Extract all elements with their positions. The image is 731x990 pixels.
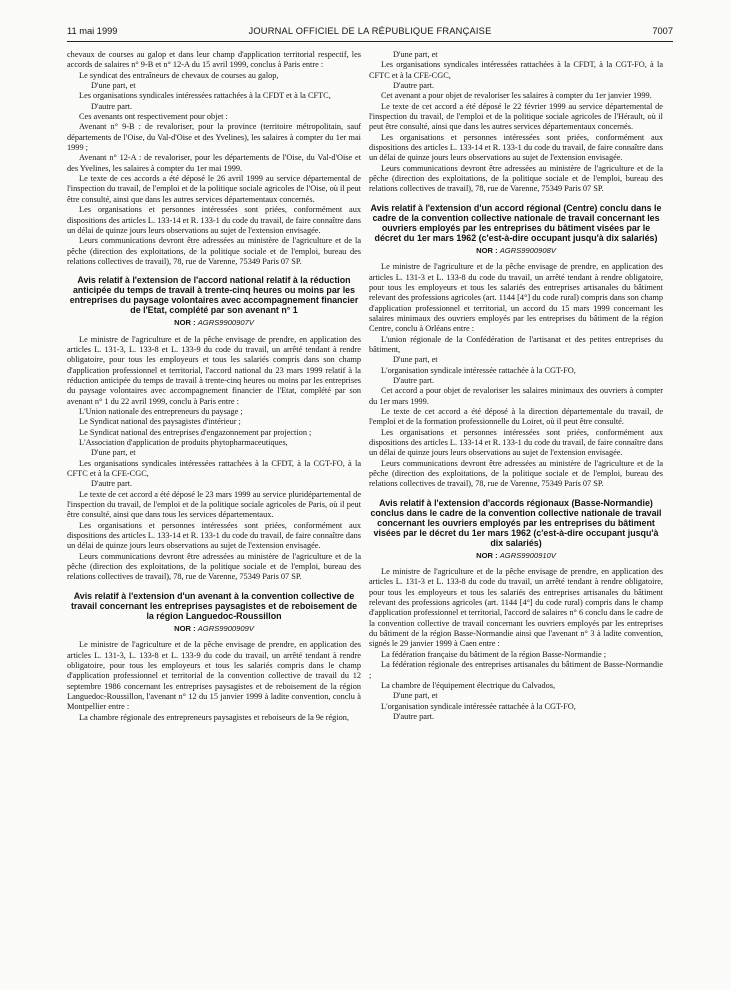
paragraph: Les organisations et personnes intéressées sont priées, conformément aux dispositions des articles L. 133-14 et R. 133-1 du code du travail, de faire connaître dans un délai de quinze jours leurs observations au sujet de l'extension envisagée.	[67, 205, 362, 235]
paragraph: L'Union nationale des entrepreneurs du paysage ;	[79, 406, 243, 416]
paragraph: La chambre régionale des entrepreneurs paysagistes et reboiseurs de la 9e région,	[79, 712, 349, 722]
header-date: 11 mai 1999	[67, 26, 118, 36]
paragraph: D'autre part.	[393, 375, 435, 385]
right-column	[369, 50, 663, 722]
paragraph: La fédération régionale des entreprises artisanales du bâtiment de Basse-Normandie ;	[369, 660, 663, 680]
notice-title: Avis relatif à l'extension d'un avenant à la convention collective de travail concernant les entreprises paysagistes et de reboisement de la région Languedoc-Roussillon	[70, 590, 358, 621]
paragraph: L'organisation syndicale intéressée rattachée à la CGT-FO,	[381, 701, 576, 711]
paragraph: Le texte de cet accord a été déposé le 22 février 1999 au service départemental de l'inspection du travail, de l'emploi et de la politique sociale agricoles de l'Hérault, où il peut être consulté, ainsi que dans les autres services départementaux concernés.	[369, 101, 663, 132]
page-header	[67, 26, 673, 40]
paragraph: Le texte de ces accords a été déposé le 26 avril 1999 au service départemental de l'inspection du travail, de l'emploi et de la politique sociale agricoles de l'Oise, où il peut être consulté, ainsi que dans les autres services départementaux concernés.	[67, 174, 361, 204]
paragraph: Les organisations et personnes intéressées sont priées, conformément aux dispositions des articles L. 133-14 et R. 133-1 du code du travail, de faire connaître dans un délai de quinze jours leurs observations au sujet de l'extension envisagée.	[369, 132, 664, 163]
nor-code: AGRS9900907V	[197, 318, 254, 328]
paragraph: Les organisations et personnes intéressées sont priées, conformément aux dispositions des articles L. 133-14 et R. 133-1 du code du travail, de faire connaître dans un délai de quinze jours leurs observations au sujet de l'extension envisagée.	[369, 427, 664, 458]
paragraph: Avenant n° 12-A : de revaloriser, pour les départements de l'Oise, du Val-d'Oise et des Yvelines, les salaires à compter du 1er mai 1999.	[67, 153, 361, 173]
nor-code: AGRS9900910V	[499, 550, 556, 560]
paragraph: D'une part, et	[393, 355, 438, 365]
left-column	[67, 50, 361, 723]
paragraph: Le ministre de l'agriculture et de la pêche envisage de prendre, en application des articles L. 131-3 et L. 133-8 du code du travail, un arrêté tendant à rendre obligatoire, pour tous les employeurs et tous les salariés des entreprises artisanales du bâtiment relevant des professions agricoles (art. 1144 [4°] du code rural) compris dans le champ d'application professionnel et territorial, l'accord de salaires n° 6 conclu dans le cadre de la convention collective de travail concernant les ouvriers employés par les entreprises du bâtiment de la région Basse-Normandie ainsi que l'avenant n° 3 à ladite convention, signés le 29 janvier 1999 à Caen entre :	[369, 567, 663, 649]
notice-title: Avis relatif à l'extension d'accords régionaux (Basse-Normandie) conclus dans le cadre de la convention collective nationale de travail concernant les ouvriers employés par les entreprises du bâtiment visées par le décret du 1er mars 1962 (c'est-à-dire occupant jusqu'à dix salariés)	[370, 497, 662, 548]
paragraph: Avenant n° 9-B : de revaloriser, pour la province (territoire métropolitain, sauf départements de l'Oise, du Val-d'Oise et des Yvelines), les salaires à compter du 1er mai 1999 ;	[67, 122, 361, 153]
paragraph: D'une part, et	[393, 691, 438, 701]
header-rule	[67, 41, 673, 42]
paragraph: Cet accord a pour objet de revaloriser les salaires minimaux des ouvriers à compter du 1er mars 1999.	[369, 386, 663, 406]
paragraph: Les organisations syndicales intéressées rattachées à la CFDT, à la CGT-FO, à la CFTC et à la CFE-CGC,	[369, 60, 663, 80]
paragraph: L'Association d'application de produits phytopharmaceutiques,	[79, 438, 288, 447]
nor-label: NOR :	[174, 318, 196, 328]
paragraph: Leurs communications devront être adressées au ministère de l'agriculture et de la pêche (direction des exploitations, de la politique sociale et de l'emploi, bureau des relations collectives de travail), 78, rue de Varenne, 75349 Paris 07 SP.	[67, 236, 361, 266]
paragraph: D'une part, et	[91, 81, 136, 91]
paragraph: Le Syndicat national des entreprises d'engazonnement par projection ;	[79, 427, 312, 437]
paragraph: Le ministre de l'agriculture et de la pêche envisage de prendre, en application des articles L. 131-3, L. 133-8 et L. 133-9 du code du travail, un arrêté tendant à rendre obligatoire, pour tous les employeurs et tous les salariés compris dans son champ d'application professionnel et territorial, l'accord national du 23 mars 1999 relatif à la réduction anticipée du temps de travail à trente-cinq heures ou moins par les entreprises du paysage volontaires avec accompagnement financier de l'Etat, complété par son avenant n° 1 du 22 avril 1999, conclu à Paris entre :	[67, 334, 361, 406]
paragraph: La chambre de l'équipement électrique du Calvados,	[381, 680, 556, 690]
paragraph: chevaux de courses au galop et dans leur champ d'application territorial respectif, les accords de salaires n° 9-B et n° 12-A du 15 avril 1999, conclus à Paris entre :	[67, 50, 361, 70]
paragraph: Les organisations syndicales intéressées rattachées à la CFDT et à la CFTC,	[79, 91, 331, 101]
nor-label: NOR :	[476, 550, 498, 560]
paragraph: Ces avenants ont respectivement pour objet :	[79, 112, 228, 122]
paragraph: Le syndicat des entraîneurs de chevaux de courses au galop,	[79, 70, 279, 80]
nor-reference	[369, 246, 663, 256]
paragraph: Le texte de cet accord a été déposé le 23 mars 1999 au service pluridépartemental de l'inspection du travail, de l'emploi et de la politique sociale agricoles de Paris, où il peut être consulté, ainsi que dans tous les services départementaux.	[67, 489, 361, 520]
paragraph: D'autre part.	[91, 101, 133, 111]
paragraph: Le Syndicat national des paysagistes d'intérieur ;	[79, 417, 241, 427]
header-page-number: 7007	[652, 26, 673, 36]
paragraph: L'organisation syndicale intéressée rattachée à la CGT-FO,	[381, 365, 576, 375]
paragraph: D'une part, et	[91, 448, 136, 458]
paragraph: Les organisations syndicales intéressées rattachées à la CFDT, à la CGT-FO, à la CFTC et à la CFE-CGC,	[67, 458, 361, 479]
nor-label: NOR :	[476, 245, 498, 255]
paragraph: Le texte de cet accord a été déposé à la direction départementale du travail, de l'emploi et de la formation professionnelle du Loiret, où il peut être consulté.	[369, 406, 663, 427]
paragraph: D'autre part.	[91, 479, 133, 489]
paragraph: Le ministre de l'agriculture et de la pêche envisage de prendre, en application des articles L. 131-3 et L. 133-8 du code du travail, un arrêté tendant à rendre obligatoire, pour tous les employeurs et tous les salariés des entreprises artisanales du bâtiment relevant des professions agricoles (art. 1144 [4°] du code rural) compris dans son champ d'application professionnel et territorial, un accord du 15 mars 1999 concernant les salaires minimaux des ouvriers employés par les entreprises du bâtiment de la région Centre, conclu à Orléans entre :	[369, 262, 663, 334]
paragraph: La fédération française du bâtiment de la région Basse-Normandie ;	[381, 649, 607, 659]
nor-code: AGRS9900909V	[197, 623, 254, 633]
notice-title: Avis relatif à l'extension d'un accord régional (Centre) conclu dans le cadre de la convention collective nationale de travail concernant les ouvriers employés par les entreprises du bâtiment visées par le décret du 1er mars 1962 (c'est-à-dire occupant jusqu'à dix salariés)	[370, 202, 662, 243]
paragraph: Cet avenant a pour objet de revaloriser les salaires à compter du 1er janvier 1999.	[381, 91, 652, 101]
paragraph: Leurs communications devront être adressées au ministère de l'agriculture et de la pêche (direction des exploitations, de la politique sociale et de l'emploi, bureau des relations collectives de travail), 78, rue de Varenne, 75349 Paris 07 SP.	[369, 458, 663, 489]
paragraph: Les organisations et personnes intéressées sont priées, conformément aux dispositions des articles L. 133-14 et R. 133-1 du code du travail, de faire connaître dans un délai de quinze jours leurs observations au sujet de l'extension envisagée.	[67, 520, 362, 551]
nor-label: NOR :	[174, 623, 196, 633]
nor-reference	[67, 624, 361, 634]
paragraph: D'une part, et	[393, 50, 438, 59]
paragraph: L'union régionale de la Confédération de l'artisanat et des petites entreprises du bâtiment,	[369, 334, 663, 354]
header-journal-title: JOURNAL OFFICIEL DE LA RÉPUBLIQUE FRANÇAISE	[248, 26, 492, 36]
nor-reference	[369, 551, 663, 561]
paragraph: Leurs communications devront être adressées au ministère de l'agriculture et de la pêche (direction des exploitations, de la politique sociale et de l'emploi, bureau des relations collectives de travail), 78, rue de Varenne, 75349 Paris 07 SP.	[369, 163, 663, 194]
notice-title: Avis relatif à l'extension de l'accord national relatif à la réduction anticipée du temps de travail à trente-cinq heures ou moins par les entreprises du paysage volontaires avec accompagnement financier de l'Etat, complété par son avenant n° 1	[69, 275, 359, 316]
paragraph: D'autre part.	[393, 81, 435, 91]
nor-code: AGRS9900908V	[499, 245, 556, 255]
paragraph: Leurs communications devront être adressées au ministère de l'agriculture et de la pêche (direction des exploitations, de la politique sociale et de l'emploi, bureau des relations collectives de travail), 78, rue de Varenne, 75349 Paris 07 SP.	[67, 551, 361, 582]
nor-reference	[67, 318, 361, 328]
paragraph: D'autre part.	[393, 711, 435, 721]
paragraph: Le ministre de l'agriculture et de la pêche envisage de prendre, en application des articles L. 131-3, L. 133-8 et L. 133-9 du code du travail, un arrêté tendant à rendre obligatoire, pour tous les employeurs et tous les salariés compris dans le champ d'application professionnel et territorial de la convention collective de travail du 12 septembre 1986 concernant les entreprises paysagistes et de reboisement de la région Languedoc-Roussillon, l'avenant n° 12 du 15 janvier 1999 à ladite convention, conclu à Montpellier entre :	[67, 640, 361, 712]
